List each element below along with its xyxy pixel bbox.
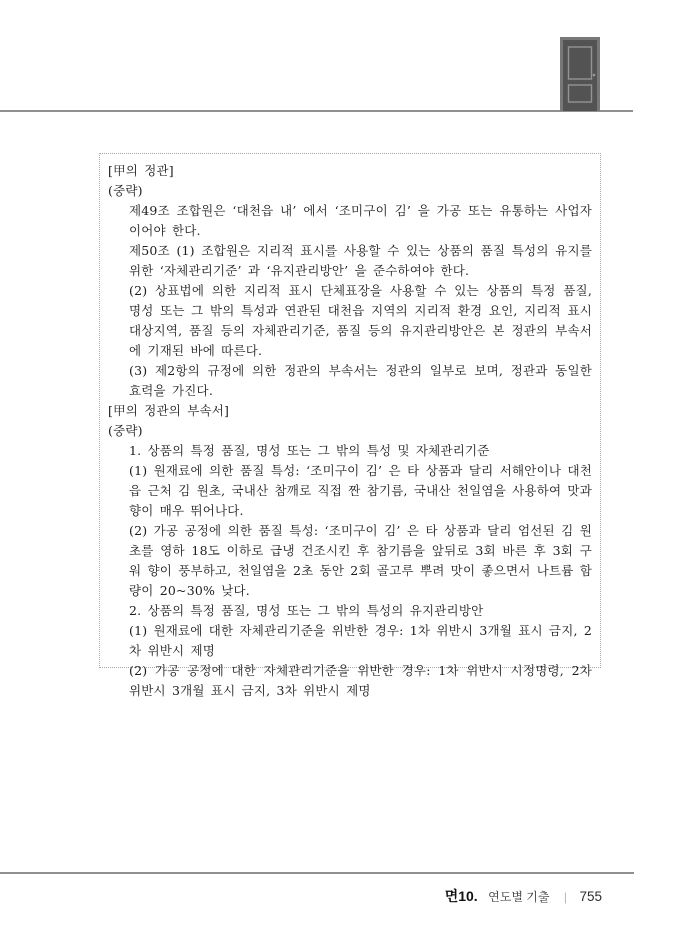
statute-paragraph: 제50조 (1) 조합원은 지리적 표시를 사용할 수 있는 상품의 품질 특성의 유지를 위한 ‘자체관리기준’ 과 ‘유지관리방안’ 을 준수하여야 한다. xyxy=(129,243,592,278)
statute-paragraph: (중략) xyxy=(108,183,143,198)
statute-paragraph: [甲의 정관의 부속서] xyxy=(108,403,230,418)
statute-paragraph: (2) 가공 공정에 의한 품질 특성: ‘조미구이 김’ 은 타 상품과 달리 엄선된 김 원초를 영하 18도 이하로 급냉 건조시킨 후 참기름을 앞뒤로 3회 바른 후 3회 구워 향이 풍부하고, 천일염을 2초 동안 2회 골고루 뿌려 맛이 좋으면서 나트륨 함량이 20~30% 낮다. xyxy=(129,523,592,598)
statute-box xyxy=(99,153,601,698)
statute-paragraph: 제49조 조합원은 ‘대천읍 내’ 에서 ‘조미구이 김’ 을 가공 또는 유통하는 사업자이어야 한다. xyxy=(129,203,592,238)
page-footer xyxy=(0,886,602,906)
statute-paragraph: (3) 제2항의 규정에 의한 정관의 부속서는 정관의 일부로 보며, 정관과 동일한 효력을 가진다. xyxy=(129,363,592,398)
footer-divider xyxy=(0,872,634,874)
statute-text xyxy=(108,161,592,701)
statute-paragraph: (2) 가공 공정에 대한 자체관리기준을 위반한 경우: 1차 위반시 시정명령, 2차 위반시 3개월 표시 금지, 3차 위반시 제명 xyxy=(129,663,592,698)
part-label: 면10. xyxy=(444,888,478,904)
statute-paragraph: 2. 상품의 특정 품질, 명성 또는 그 밖의 특성의 유지관리방안 xyxy=(129,603,484,618)
statute-paragraph: (2) 상표법에 의한 지리적 표시 단체표장을 사용할 수 있는 상품의 특정 품질, 명성 또는 그 밖의 특성과 연관된 대천읍 지역의 지리적 환경 요인, 지리적 표시 대상지역, 품질 등의 자체관리기준, 품질 등의 유지관리방안은 본 정관의 부속서에 기재된 바에 따른다. xyxy=(129,283,592,358)
door-icon xyxy=(560,37,600,111)
section-title: 연도별 기출 xyxy=(488,890,550,904)
statute-paragraph: (1) 원재료에 의한 품질 특성: ‘조미구이 김’ 은 타 상품과 달리 서해안이나 대천읍 근처 김 원초, 국내산 참깨로 직접 짠 참기름, 국내산 천일염을 사용하여 맛과 향이 매우 뛰어나다. xyxy=(129,463,592,518)
footer-separator: | xyxy=(563,890,568,904)
statute-paragraph: [甲의 정관] xyxy=(108,163,174,178)
statute-paragraph: 1. 상품의 특정 품질, 명성 또는 그 밖의 특성 및 자체관리기준 xyxy=(129,443,490,458)
statute-paragraph: (중략) xyxy=(108,423,143,438)
page-number: 755 xyxy=(579,889,602,904)
statute-paragraph: (1) 원재료에 대한 자체관리기준을 위반한 경우: 1차 위반시 3개월 표시 금지, 2차 위반시 제명 xyxy=(129,623,592,658)
header-divider xyxy=(0,110,633,112)
